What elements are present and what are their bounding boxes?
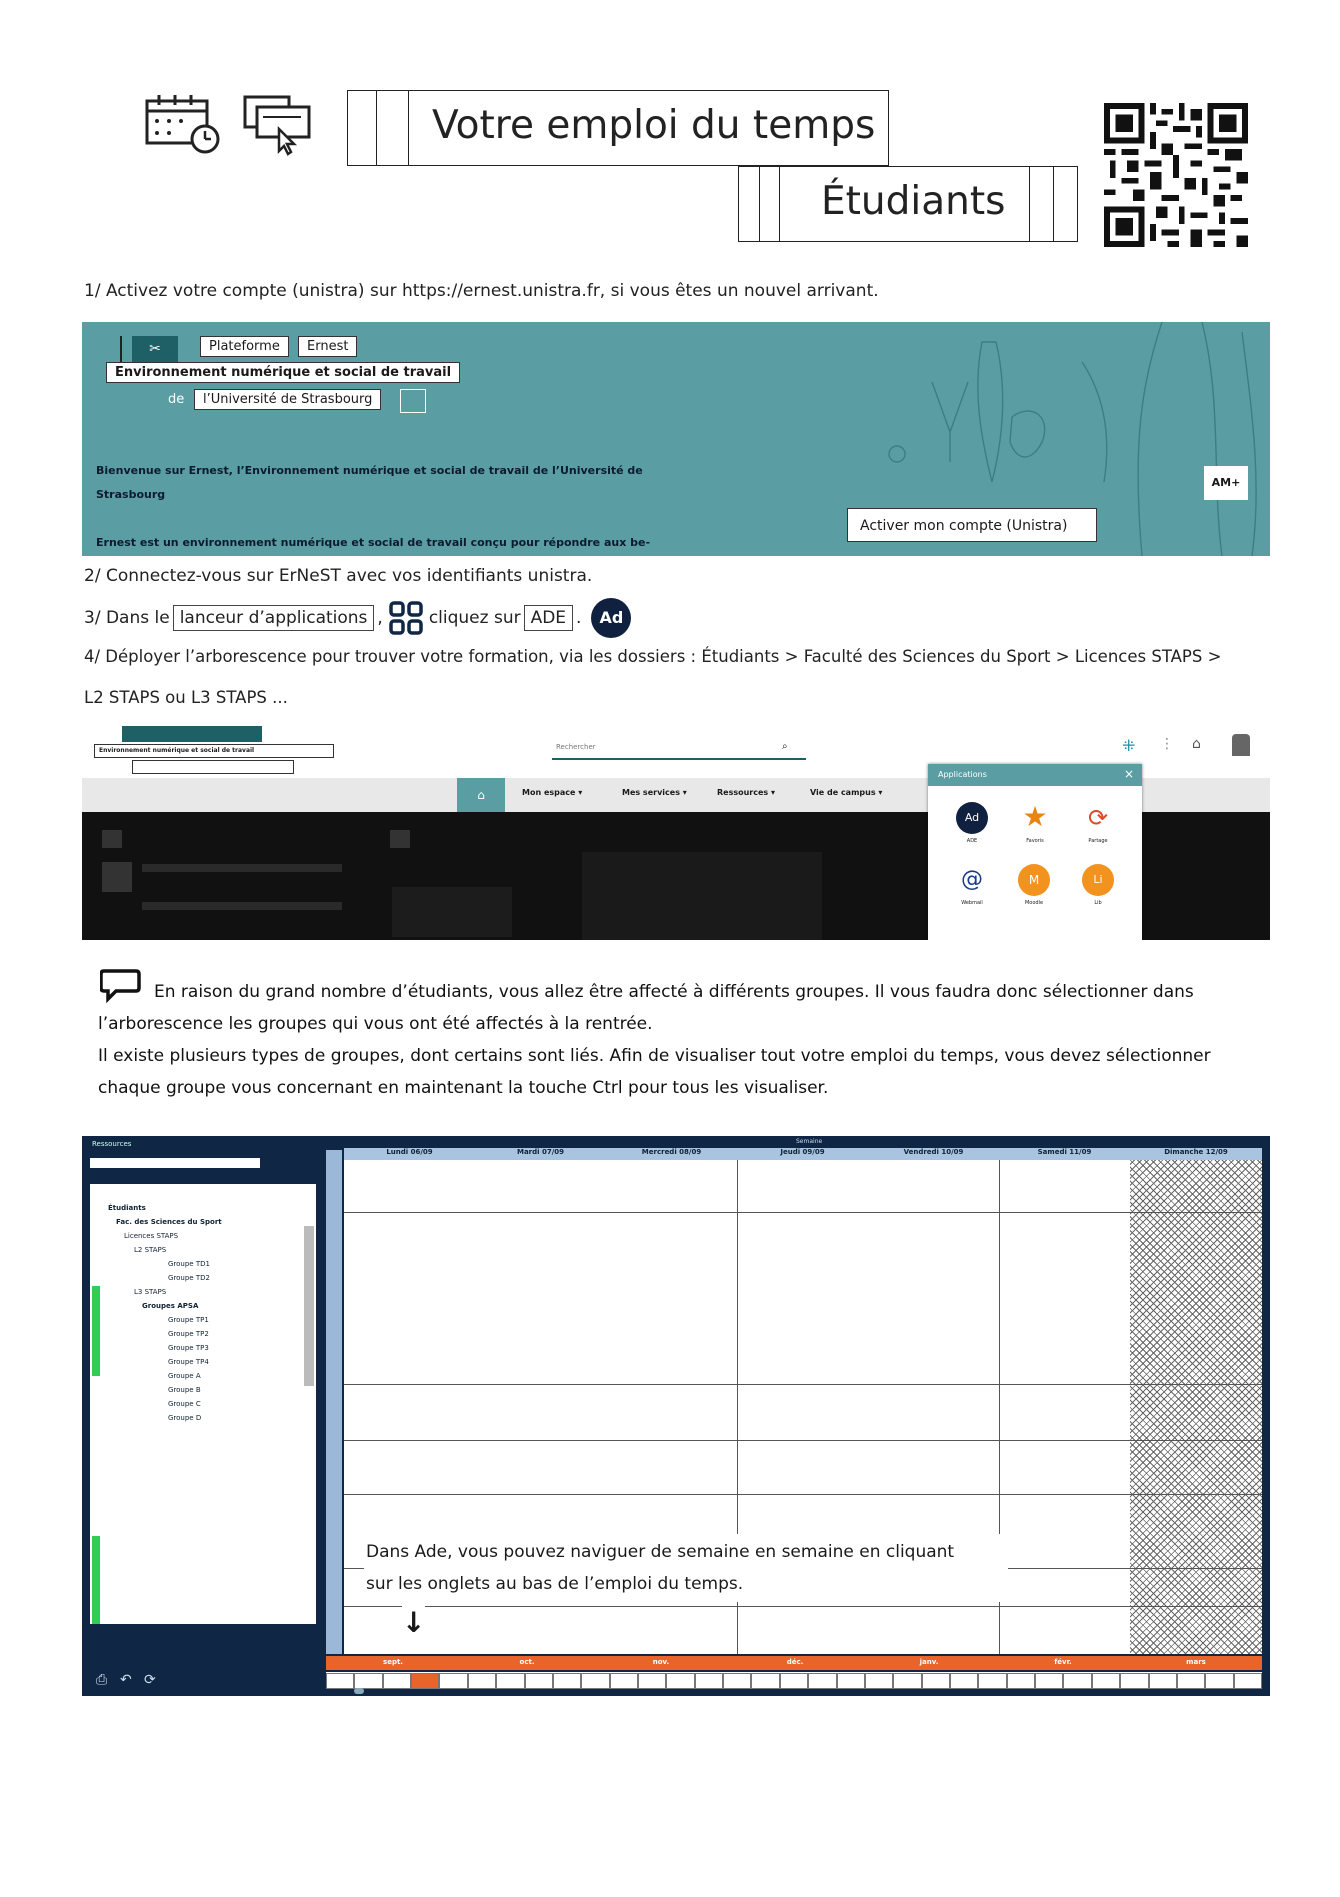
day-header: Jeudi 09/09 xyxy=(780,1148,825,1156)
notifications-icon[interactable]: ⋮ xyxy=(1160,736,1174,752)
week-tab[interactable] xyxy=(326,1673,354,1689)
portal-search-icon[interactable]: ⌕ xyxy=(782,741,788,752)
app-launcher-panel xyxy=(928,764,1142,940)
tree-item[interactable]: Groupes APSA xyxy=(142,1302,199,1310)
ade-callout-line-2: sur les onglets au bas de l’emploi du temps. xyxy=(366,1574,744,1594)
ade-panel-title: Ressources xyxy=(92,1140,132,1148)
ade-undo-icon[interactable]: ↶ xyxy=(120,1672,132,1688)
step-2: 2/ Connectez-vous sur ErNeST avec vos identifiants unistra. xyxy=(84,566,593,586)
tree-item[interactable]: Groupe TP1 xyxy=(168,1316,209,1324)
app-launcher-icon[interactable]: ⁜ xyxy=(1122,736,1136,755)
week-tab[interactable] xyxy=(1092,1673,1120,1689)
step-3-dot: . xyxy=(576,608,582,628)
calendar-icon xyxy=(145,93,225,155)
app-partage-label: Partage xyxy=(1088,838,1108,844)
week-tab[interactable] xyxy=(496,1673,524,1689)
week-tab[interactable] xyxy=(1035,1673,1063,1689)
ade-chip: ADE xyxy=(524,605,573,631)
ernest-banner xyxy=(82,322,1270,556)
app-grid-icon xyxy=(389,601,423,635)
tree-item[interactable]: Groupe A xyxy=(168,1372,201,1380)
week-tab[interactable] xyxy=(525,1673,553,1689)
app-favoris[interactable]: ★ xyxy=(1022,800,1048,833)
step-3-prefix: 3/ Dans le xyxy=(84,608,170,628)
month-label: déc. xyxy=(786,1658,804,1666)
month-label: janv. xyxy=(919,1658,939,1666)
tree-item[interactable]: Groupe TD2 xyxy=(168,1274,210,1282)
portal-univ-tag xyxy=(132,760,294,774)
month-label: mars xyxy=(1186,1658,1206,1666)
tree-item[interactable]: Groupe TP4 xyxy=(168,1358,209,1366)
welcome-text-2: Strasbourg xyxy=(96,488,166,501)
week-tab[interactable] xyxy=(354,1673,382,1689)
tree-item[interactable]: Groupe C xyxy=(168,1400,201,1408)
title-box xyxy=(347,90,889,166)
app-favoris-label: Favoris xyxy=(1026,838,1044,844)
nav-menu-1[interactable]: Mon espace ▾ xyxy=(522,788,583,797)
ade-badge-icon: Ad xyxy=(591,598,631,638)
ernest-logo-mark: ✂ xyxy=(132,336,178,362)
month-label: sept. xyxy=(383,1658,403,1666)
subtitle-box xyxy=(738,166,1078,242)
portal-logo xyxy=(122,726,262,742)
tree-item[interactable]: Licences STAPS xyxy=(124,1232,179,1240)
week-tab[interactable] xyxy=(978,1673,1006,1689)
env-tag: Environnement numérique et social de travail xyxy=(106,362,460,383)
tree-item[interactable]: L2 STAPS xyxy=(134,1246,167,1254)
week-tab[interactable] xyxy=(950,1673,978,1689)
welcome-text: Bienvenue sur Ernest, l’Environnement numérique et social de travail de l’Université de xyxy=(96,464,643,477)
week-tab[interactable] xyxy=(751,1673,779,1689)
week-tab[interactable] xyxy=(638,1673,666,1689)
week-tab[interactable] xyxy=(865,1673,893,1689)
step-4-line-1: 4/ Déployer l’arborescence pour trouver votre formation, via les dossiers : Étudiants > Faculté des Sciences du Sport > Licences STAPS > xyxy=(84,647,1222,666)
ade-calendar-grid[interactable] xyxy=(344,1160,1262,1654)
day-header: Mercredi 08/09 xyxy=(641,1148,702,1156)
ade-week-label: Semaine xyxy=(796,1138,823,1145)
ade-refresh-icon[interactable]: ⟳ xyxy=(144,1672,156,1688)
step-3-middle: cliquez sur xyxy=(428,608,521,628)
step-1: 1/ Activez votre compte (unistra) sur https://ernest.unistra.fr, si vous êtes un nouvel arrivant. xyxy=(84,281,879,301)
app-moodle[interactable]: M xyxy=(1018,864,1050,896)
week-tab[interactable] xyxy=(808,1673,836,1689)
month-label: févr. xyxy=(1054,1658,1072,1666)
ernest-portal-screenshot xyxy=(82,722,1270,940)
week-tab[interactable] xyxy=(1120,1673,1148,1689)
ernest-tag: Ernest xyxy=(298,336,357,357)
week-tab[interactable] xyxy=(610,1673,638,1689)
ade-callout-line-1: Dans Ade, vous pouvez naviguer de semaine en semaine en cliquant xyxy=(366,1542,955,1562)
week-tab[interactable] xyxy=(553,1673,581,1689)
tree-item[interactable]: Groupe D xyxy=(168,1414,202,1422)
bell-icon[interactable]: ⌂ xyxy=(1192,736,1201,752)
launcher-close-icon[interactable]: × xyxy=(1124,767,1135,781)
day-header: Dimanche 12/09 xyxy=(1164,1148,1228,1156)
presentation-icon xyxy=(243,95,313,157)
de-label: de xyxy=(168,392,185,407)
portal-search-input[interactable]: Rechercher xyxy=(552,736,806,760)
week-tab[interactable] xyxy=(439,1673,467,1689)
ade-print-icon[interactable]: ⎙ xyxy=(96,1672,108,1688)
app-webmail-label: Webmail xyxy=(961,900,983,906)
week-tab[interactable] xyxy=(695,1673,723,1689)
plateforme-tag: Plateforme xyxy=(200,336,289,357)
intro-text: Ernest est un environnement numérique et social de travail conçu pour répondre aux be- xyxy=(96,536,651,549)
app-partage[interactable]: ⟳ xyxy=(1087,804,1109,832)
day-header: Vendredi 10/09 xyxy=(903,1148,964,1156)
note-paragraph-2: Il existe plusieurs types de groupes, dont certains sont liés. Afin de visualiser tout votre emploi du temps, vous devez sélectionner chaque groupe vous concernant en maintenant la touche Ctrl pour tous les visualiser. xyxy=(98,1046,1211,1098)
week-tab[interactable] xyxy=(1177,1673,1205,1689)
week-tab[interactable] xyxy=(581,1673,609,1689)
tree-item[interactable]: Étudiants xyxy=(108,1204,146,1212)
week-tab[interactable] xyxy=(922,1673,950,1689)
ade-tree-scrollbar[interactable] xyxy=(304,1226,314,1386)
ade-time-column xyxy=(326,1150,342,1654)
week-tab[interactable] xyxy=(666,1673,694,1689)
user-avatar[interactable] xyxy=(1232,734,1250,756)
week-tab[interactable] xyxy=(837,1673,865,1689)
step-4-line-2: L2 STAPS ou L3 STAPS ... xyxy=(84,688,288,707)
week-tab[interactable] xyxy=(893,1673,921,1689)
week-tab[interactable] xyxy=(468,1673,496,1689)
week-tab[interactable] xyxy=(1234,1673,1262,1689)
step-3 xyxy=(84,600,631,636)
month-label: nov. xyxy=(652,1658,670,1666)
month-label: oct. xyxy=(519,1658,535,1666)
app-launcher-chip: lanceur d’applications xyxy=(173,605,375,631)
ade-week-tabs[interactable] xyxy=(326,1672,1262,1688)
ade-search-input[interactable] xyxy=(90,1158,260,1168)
week-tab[interactable] xyxy=(1063,1673,1091,1689)
app-webmail[interactable]: @ xyxy=(961,867,983,892)
tree-item[interactable]: Groupe TP3 xyxy=(168,1344,209,1352)
app-lib[interactable]: Li xyxy=(1082,864,1114,896)
home-tab[interactable]: ⌂ xyxy=(457,778,505,812)
univ-tag: l’Université de Strasbourg xyxy=(194,389,381,410)
arrow-down-icon: ↓ xyxy=(402,1606,426,1639)
activate-account-button[interactable]: Activer mon compte (Unistra) xyxy=(847,508,1097,542)
week-tab[interactable] xyxy=(1149,1673,1177,1689)
ade-tree-panel xyxy=(90,1184,316,1624)
nav-menu-2[interactable]: Mes services ▾ xyxy=(622,788,687,797)
ade-callout xyxy=(364,1534,1008,1602)
tree-item[interactable]: Fac. des Sciences du Sport xyxy=(116,1218,222,1226)
tree-item[interactable]: L3 STAPS xyxy=(134,1288,167,1296)
step-3-comma: , xyxy=(377,608,383,628)
app-ade-label: ADE xyxy=(966,838,978,844)
page-title: Votre emploi du temps xyxy=(432,103,876,148)
tree-item[interactable]: Groupe TP2 xyxy=(168,1330,209,1338)
qr-code[interactable] xyxy=(1104,103,1248,247)
ade-screenshot xyxy=(82,1136,1270,1696)
nav-menu-3[interactable]: Ressources ▾ xyxy=(717,788,775,797)
day-header: Samedi 11/09 xyxy=(1037,1148,1092,1156)
portal-env-tag: Environnement numérique et social de travail xyxy=(94,744,334,758)
page-subtitle: Étudiants xyxy=(821,179,1006,224)
week-tab[interactable] xyxy=(780,1673,808,1689)
week-tab[interactable] xyxy=(1007,1673,1035,1689)
ade-day-header xyxy=(344,1148,1262,1160)
nav-menu-4[interactable]: Vie de campus ▾ xyxy=(810,788,883,797)
week-tab[interactable] xyxy=(723,1673,751,1689)
week-tab[interactable] xyxy=(1205,1673,1233,1689)
launcher-title: Applications xyxy=(938,770,987,779)
app-moodle-label: Moodle xyxy=(1024,900,1044,906)
tree-item[interactable]: Groupe TD1 xyxy=(168,1260,210,1268)
language-button[interactable]: AM+ xyxy=(1204,466,1248,500)
week-tab[interactable] xyxy=(411,1673,439,1689)
ade-week-scroll-thumb[interactable] xyxy=(354,1688,364,1694)
app-lib-label: Lib xyxy=(1094,900,1102,906)
ade-month-bar xyxy=(326,1656,1262,1670)
day-header: Mardi 07/09 xyxy=(516,1148,565,1156)
day-header: Lundi 06/09 xyxy=(386,1148,433,1156)
week-tab[interactable] xyxy=(383,1673,411,1689)
tree-item[interactable]: Groupe B xyxy=(168,1386,201,1394)
note-paragraph-1: En raison du grand nombre d’étudiants, vous allez être affecté à différents groupes. Il vous faudra donc sélectionner dans l’arborescence les groupes qui vous ont été affectés à la rentrée. xyxy=(98,982,1194,1034)
app-ade[interactable]: Ad xyxy=(956,802,988,834)
